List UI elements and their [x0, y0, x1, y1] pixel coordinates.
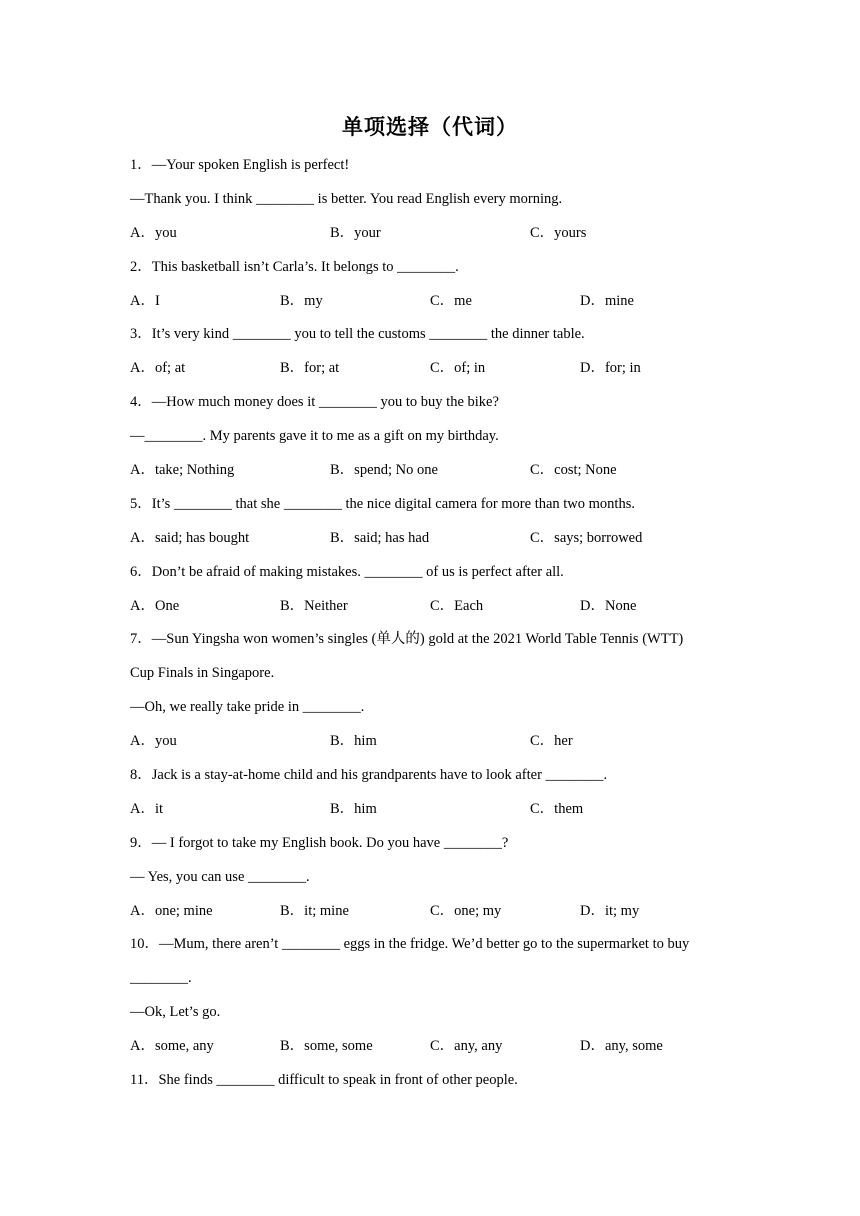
option-c: C．them	[530, 800, 584, 817]
answer-options	[130, 1030, 730, 1064]
option-b: B．for; at	[280, 360, 340, 377]
question-stem: 7．—Sun Yingsha won women’s singles (单人的) gold at the 2021 World Table Tennis (WTT)	[130, 631, 684, 648]
option-c: C．one; my	[430, 902, 502, 919]
question-4	[130, 386, 730, 488]
question-text-line: —Oh, we really take pride in ________.	[130, 699, 365, 716]
option-b: B．Neither	[280, 597, 348, 614]
question-11	[130, 1064, 730, 1098]
option-d: D．for; in	[580, 360, 641, 377]
option-b: B．some, some	[280, 1038, 373, 1055]
question-text-line: —Ok, Let’s go.	[130, 1004, 221, 1021]
question-10	[130, 928, 730, 1064]
question-9	[130, 827, 730, 929]
option-c: C．cost; None	[530, 462, 617, 479]
question-2	[130, 251, 730, 319]
question-stem: 2．This basketball isn’t Carla’s. It belongs to ________.	[130, 258, 459, 275]
option-b: B．it; mine	[280, 902, 349, 919]
option-b: B．your	[330, 224, 381, 241]
option-a: A．one; mine	[130, 902, 213, 919]
option-c: C．says; borrowed	[530, 529, 643, 546]
option-b: B．him	[330, 733, 377, 750]
option-b: B．spend; No one	[330, 462, 438, 479]
question-7	[130, 623, 730, 759]
option-d: D．None	[580, 597, 637, 614]
option-b: B．said; has had	[330, 529, 430, 546]
question-list	[130, 149, 730, 1098]
question-stem: 9．— I forgot to take my English book. Do you have ________?	[130, 834, 509, 851]
question-text-line: — Yes, you can use ________.	[130, 868, 310, 885]
question-stem: 3．It’s very kind ________ you to tell the customs ________ the dinner table.	[130, 326, 585, 343]
option-d: D．any, some	[580, 1038, 663, 1055]
answer-options	[130, 725, 730, 759]
option-a: A．of; at	[130, 360, 186, 377]
question-text-line: —Thank you. I think ________ is better. You read English every morning.	[130, 190, 563, 207]
option-c: C．yours	[530, 224, 587, 241]
option-c: C．me	[430, 292, 472, 309]
option-a: A．some, any	[130, 1038, 214, 1055]
option-c: C．Each	[430, 597, 484, 614]
question-3	[130, 318, 730, 386]
question-8	[130, 759, 730, 827]
option-c: C．her	[530, 733, 573, 750]
question-stem: 11．She finds ________ difficult to speak in front of other people.	[130, 1072, 518, 1089]
option-a: A．it	[130, 800, 164, 817]
question-1	[130, 149, 730, 251]
page-title: 单项选择（代词）	[342, 115, 518, 139]
question-stem: 4．—How much money does it ________ you to buy the bike?	[130, 394, 499, 411]
question-stem: 1．—Your spoken English is perfect!	[130, 157, 350, 173]
question-text-line: ________.	[130, 970, 192, 987]
option-a: A．you	[130, 733, 177, 750]
question-stem: 8．Jack is a stay-at-home child and his grandparents have to look after ________.	[130, 767, 608, 784]
question-5	[130, 488, 730, 556]
question-6	[130, 556, 730, 624]
question-stem: 10．—Mum, there aren’t ________ eggs in the fridge. We’d better go to the supermarket to buy	[130, 936, 690, 953]
answer-options	[130, 352, 730, 386]
answer-options	[130, 454, 730, 488]
option-a: A．take; Nothing	[130, 462, 235, 479]
option-a: A．said; has bought	[130, 529, 250, 546]
answer-options	[130, 590, 730, 624]
option-a: A．One	[130, 597, 180, 614]
answer-options	[130, 285, 730, 319]
answer-options	[130, 522, 730, 556]
answer-options	[130, 895, 730, 929]
question-text-line: Cup Finals in Singapore.	[130, 665, 275, 682]
option-d: D．it; my	[580, 902, 640, 919]
option-a: A．I	[130, 292, 160, 309]
question-stem: 5．It’s ________ that she ________ the nice digital camera for more than two months.	[130, 495, 635, 512]
question-text-line: —________. My parents gave it to me as a gift on my birthday.	[130, 428, 499, 445]
option-b: B．him	[330, 800, 377, 817]
option-a: A．you	[130, 224, 177, 241]
answer-options	[130, 793, 730, 827]
option-d: D．mine	[580, 292, 634, 309]
question-stem: 6．Don’t be afraid of making mistakes. ________ of us is perfect after all.	[130, 563, 564, 580]
option-c: C．of; in	[430, 360, 486, 377]
option-b: B．my	[280, 292, 323, 309]
option-c: C．any, any	[430, 1038, 503, 1055]
answer-options	[130, 217, 730, 251]
